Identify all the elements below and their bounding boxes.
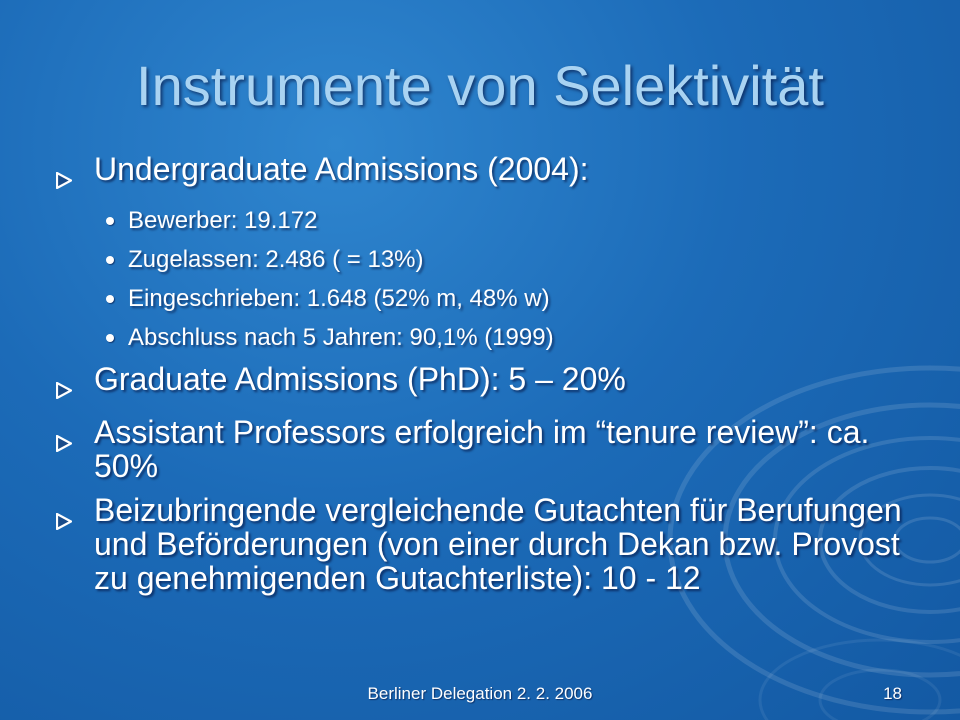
bullet-text: Undergraduate Admissions (2004): bbox=[94, 151, 589, 187]
bullet-item bbox=[56, 362, 916, 405]
triangle-arrow-icon bbox=[56, 493, 94, 536]
sub-bullet-text: Bewerber: 19.172 bbox=[128, 207, 318, 234]
bullet-item bbox=[56, 415, 916, 483]
slide-title: Instrumente von Selektivität bbox=[136, 54, 824, 117]
round-bullet-icon bbox=[106, 295, 114, 303]
sub-bullet-item bbox=[106, 246, 916, 274]
round-bullet-icon bbox=[106, 256, 114, 264]
round-bullet-icon bbox=[106, 334, 114, 342]
round-bullet-icon bbox=[106, 217, 114, 225]
sub-bullet-text: Abschluss nach 5 Jahren: 90,1% (1999) bbox=[128, 324, 554, 351]
slide-footer bbox=[0, 684, 960, 708]
bullet-text: Assistant Professors erfolgreich im “tenure review”: ca. 50% bbox=[94, 414, 870, 484]
sub-bullet-text: Eingeschrieben: 1.648 (52% m, 48% w) bbox=[128, 285, 550, 312]
bullet-text: Graduate Admissions (PhD): 5 – 20% bbox=[94, 361, 626, 397]
footer-text: Berliner Delegation 2. 2. 2006 bbox=[367, 684, 593, 703]
sub-bullet-item bbox=[106, 324, 916, 352]
triangle-arrow-icon bbox=[56, 362, 94, 405]
bullet-item bbox=[56, 152, 916, 195]
sub-bullet-text: Zugelassen: 2.486 ( = 13%) bbox=[128, 246, 424, 273]
triangle-arrow-icon bbox=[56, 415, 94, 458]
triangle-arrow-icon bbox=[56, 152, 94, 195]
bullet-item bbox=[56, 493, 916, 595]
sub-bullet-item bbox=[106, 285, 916, 313]
slide-number: 18 bbox=[883, 684, 902, 703]
sub-bullet-item bbox=[106, 207, 916, 235]
bullet-list bbox=[56, 152, 916, 595]
bullet-text: Beizubringende vergleichende Gutachten für Berufungen und Beförderungen (von einer durch Dekan bzw. Provost zu genehmigenden Gutachterliste): 10 - 12 bbox=[94, 492, 902, 596]
